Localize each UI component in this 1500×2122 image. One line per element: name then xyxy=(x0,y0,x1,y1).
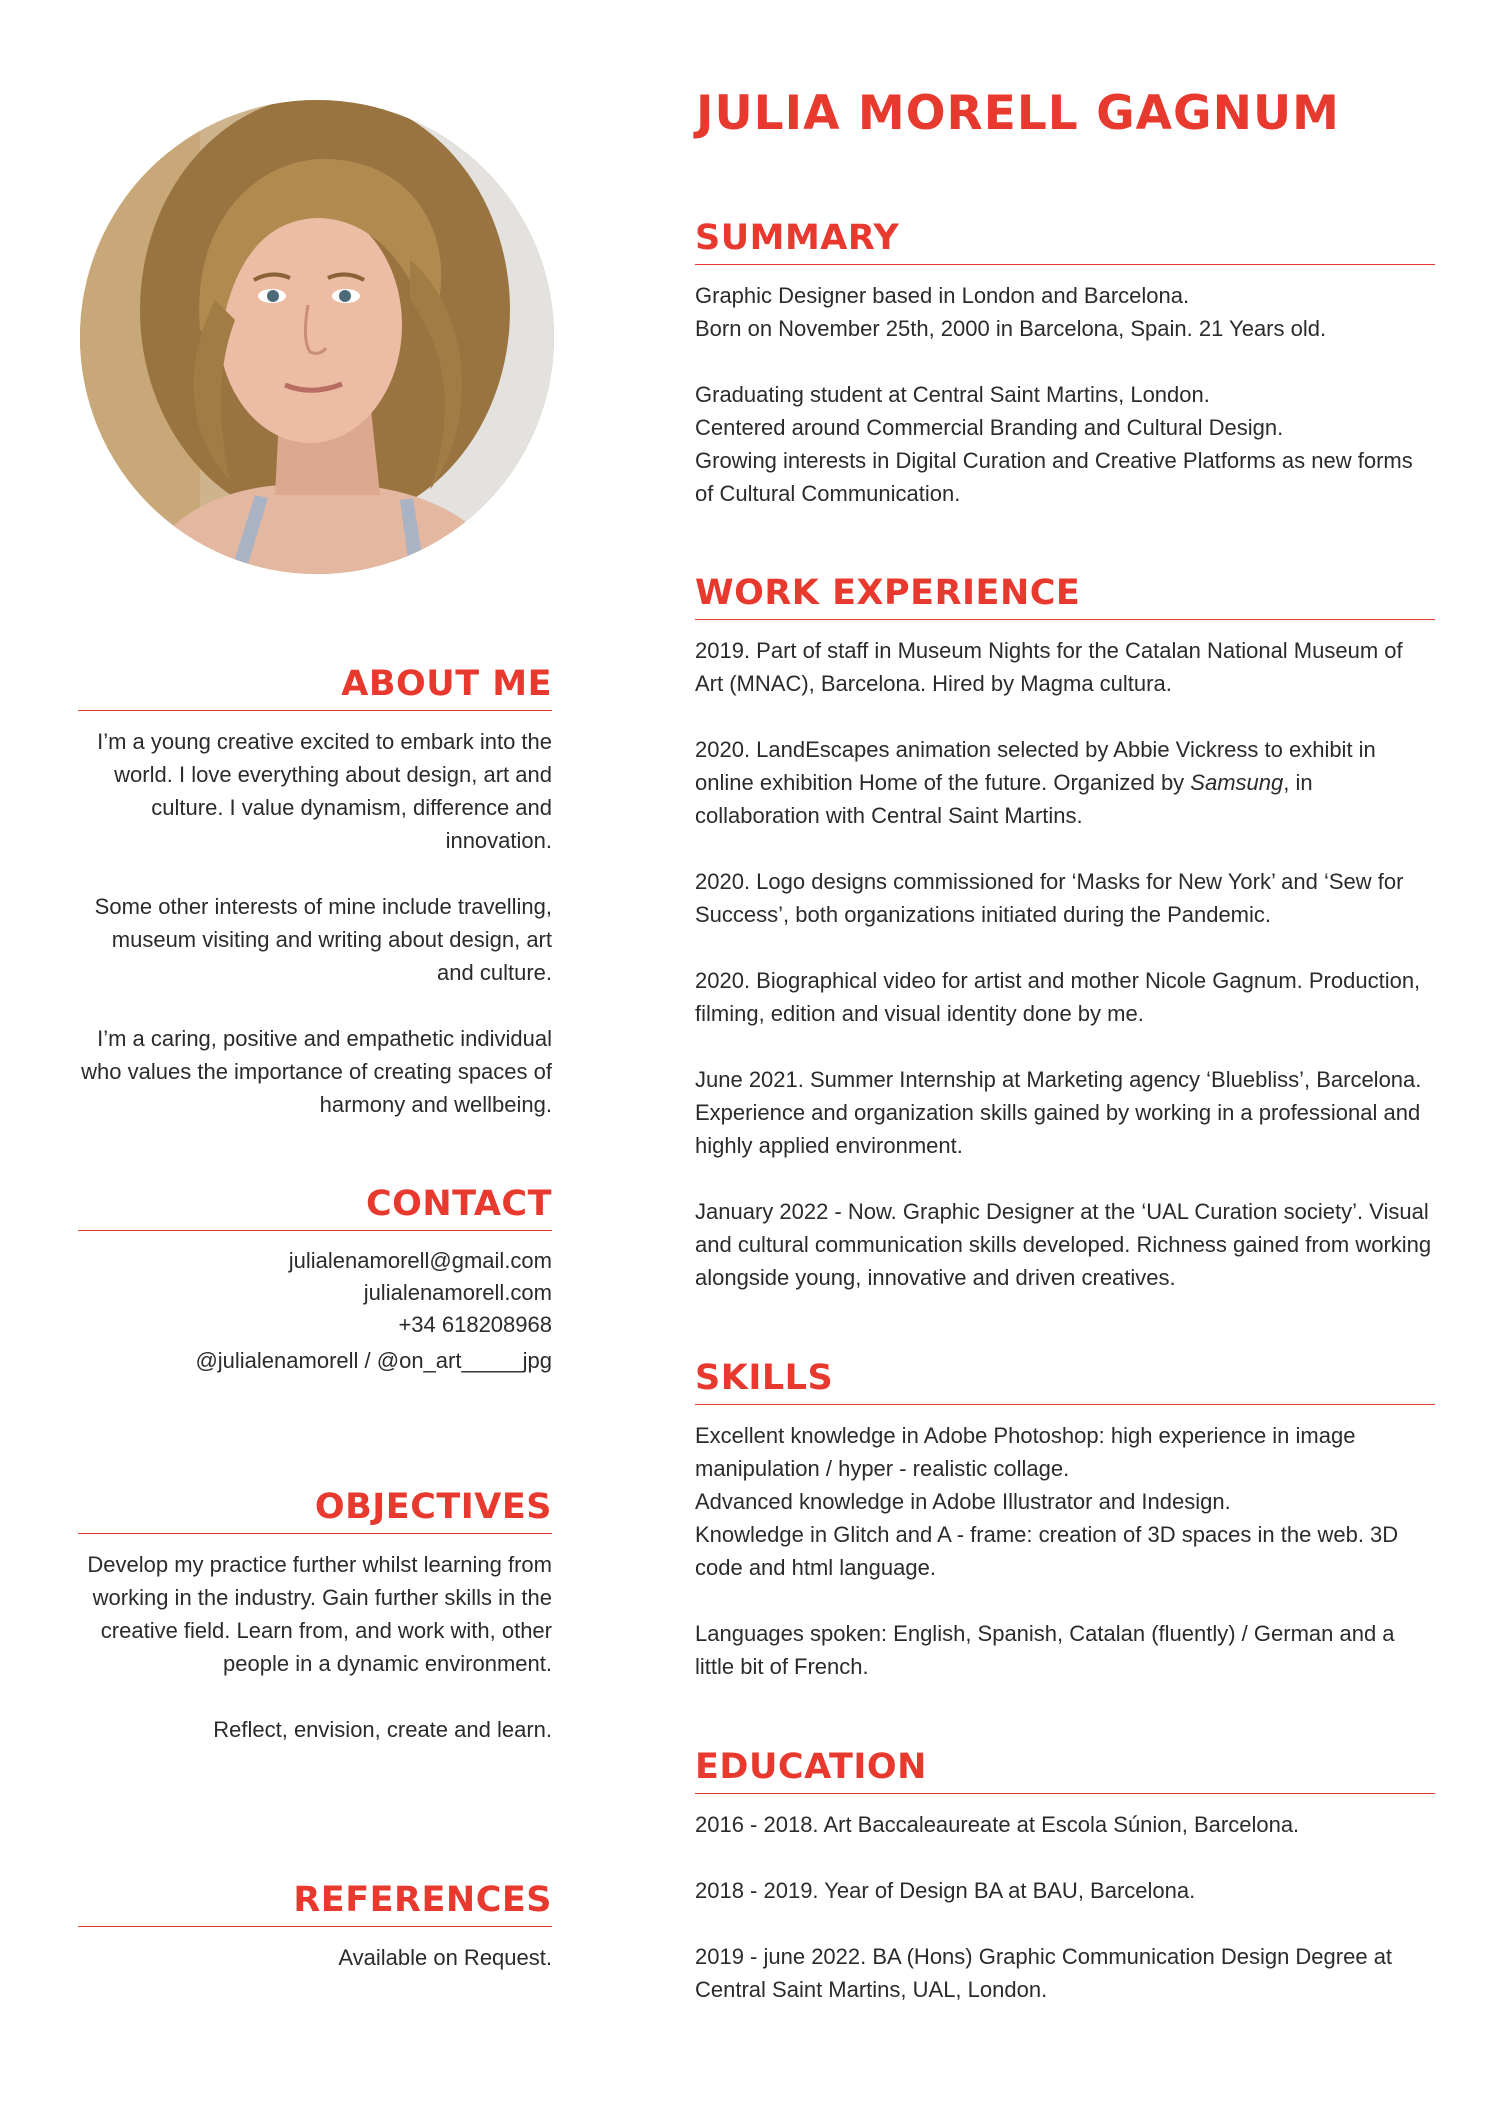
education-item: 2016 - 2018. Art Baccaleaureate at Escola Súnion, Barcelona. xyxy=(695,1812,1300,1837)
work-item-text: , in collaboration with Central Saint Martins. xyxy=(695,770,1313,828)
work-experience-title: WORK EXPERIENCE xyxy=(695,573,1435,620)
about-section xyxy=(78,664,552,1121)
about-paragraph: I’m a young creative excited to embark into the world. I love everything about design, art and culture. I value dynamism, difference and innovation. xyxy=(97,729,552,853)
contact-email[interactable]: julialenamorell@gmail.com xyxy=(288,1248,552,1273)
skills-line: Excellent knowledge in Adobe Photoshop: high experience in image manipulation / hyper - realistic collage. xyxy=(695,1423,1356,1481)
about-title: ABOUT ME xyxy=(78,664,552,711)
education-section xyxy=(695,1747,1435,2006)
work-item-text: 2020. LandEscapes animation selected by Abbie Vickress to exhibit in online exhibition Home of the future. Organized by xyxy=(695,737,1376,795)
objectives-section xyxy=(78,1487,552,1746)
skills-line: Languages spoken: English, Spanish, Catalan (fluently) / German and a little bit of French. xyxy=(695,1621,1395,1679)
objectives-paragraph: Reflect, envision, create and learn. xyxy=(213,1717,552,1742)
references-title: REFERENCES xyxy=(78,1880,552,1927)
skills-line: Knowledge in Glitch and A - frame: creation of 3D spaces in the web. 3D code and html language. xyxy=(695,1522,1399,1580)
contact-section xyxy=(78,1184,552,1377)
work-item: 2020. Biographical video for artist and mother Nicole Gagnum. Production, filming, edition and visual identity done by me. xyxy=(695,968,1421,1026)
objectives-paragraph: Develop my practice further whilst learning from working in the industry. Gain further skills in the creative field. Learn from, and work with, other people in a dynamic environment. xyxy=(87,1552,552,1676)
work-item: 2019. Part of staff in Museum Nights for the Catalan National Museum of Art (MNAC), Barcelona. Hired by Magma cultura. xyxy=(695,638,1403,696)
references-text: Available on Request. xyxy=(338,1945,552,1970)
work-experience-section xyxy=(695,573,1435,1294)
summary-line: Centered around Commercial Branding and Cultural Design. xyxy=(695,415,1284,440)
skills-line: Advanced knowledge in Adobe Illustrator and Indesign. xyxy=(695,1489,1231,1514)
contact-website[interactable]: julialenamorell.com xyxy=(363,1280,552,1305)
summary-section xyxy=(695,218,1435,510)
summary-title: SUMMARY xyxy=(695,218,1435,265)
references-section xyxy=(78,1880,552,1974)
work-item: 2020. Logo designs commissioned for ‘Masks for New York’ and ‘Sew for Success’, both organizations initiated during the Pandemic. xyxy=(695,869,1404,927)
contact-title: CONTACT xyxy=(78,1184,552,1231)
candidate-name: JULIA MORELL GAGNUM xyxy=(696,86,1340,141)
about-paragraph: Some other interests of mine include travelling, museum visiting and writing about design, art and culture. xyxy=(94,894,552,985)
summary-line: Born on November 25th, 2000 in Barcelona, Spain. 21 Years old. xyxy=(695,316,1327,341)
education-title: EDUCATION xyxy=(695,1747,1435,1794)
work-item: June 2021. Summer Internship at Marketing agency ‘Bluebliss’, Barcelona. Experience and organization skills gained by working in a professional and highly applied environment. xyxy=(695,1067,1422,1158)
contact-phone[interactable]: +34 618208968 xyxy=(398,1312,552,1337)
profile-photo xyxy=(80,100,554,574)
education-item: 2018 - 2019. Year of Design BA at BAU, Barcelona. xyxy=(695,1878,1196,1903)
contact-social[interactable]: @julialenamorell / @on_art_____jpg xyxy=(195,1348,552,1373)
summary-line: Graphic Designer based in London and Barcelona. xyxy=(695,283,1190,308)
work-item-emphasis: Samsung xyxy=(1190,770,1284,795)
skills-section xyxy=(695,1358,1435,1683)
about-paragraph: I’m a caring, positive and empathetic individual who values the importance of creating spaces of harmony and wellbeing. xyxy=(81,1026,552,1117)
portrait-image xyxy=(80,100,554,574)
summary-line: Growing interests in Digital Curation and Creative Platforms as new forms of Cultural Communication. xyxy=(695,448,1413,506)
work-item: January 2022 - Now. Graphic Designer at the ‘UAL Curation society’. Visual and cultural communication skills developed. Richness gained from working alongside young, innovative and driven creatives. xyxy=(695,1199,1432,1290)
skills-title: SKILLS xyxy=(695,1358,1435,1405)
education-item: 2019 - june 2022. BA (Hons) Graphic Communication Design Degree at Central Saint Martins, UAL, London. xyxy=(695,1944,1393,2002)
work-item xyxy=(695,733,1435,832)
objectives-title: OBJECTIVES xyxy=(78,1487,552,1534)
summary-line: Graduating student at Central Saint Martins, London. xyxy=(695,382,1210,407)
